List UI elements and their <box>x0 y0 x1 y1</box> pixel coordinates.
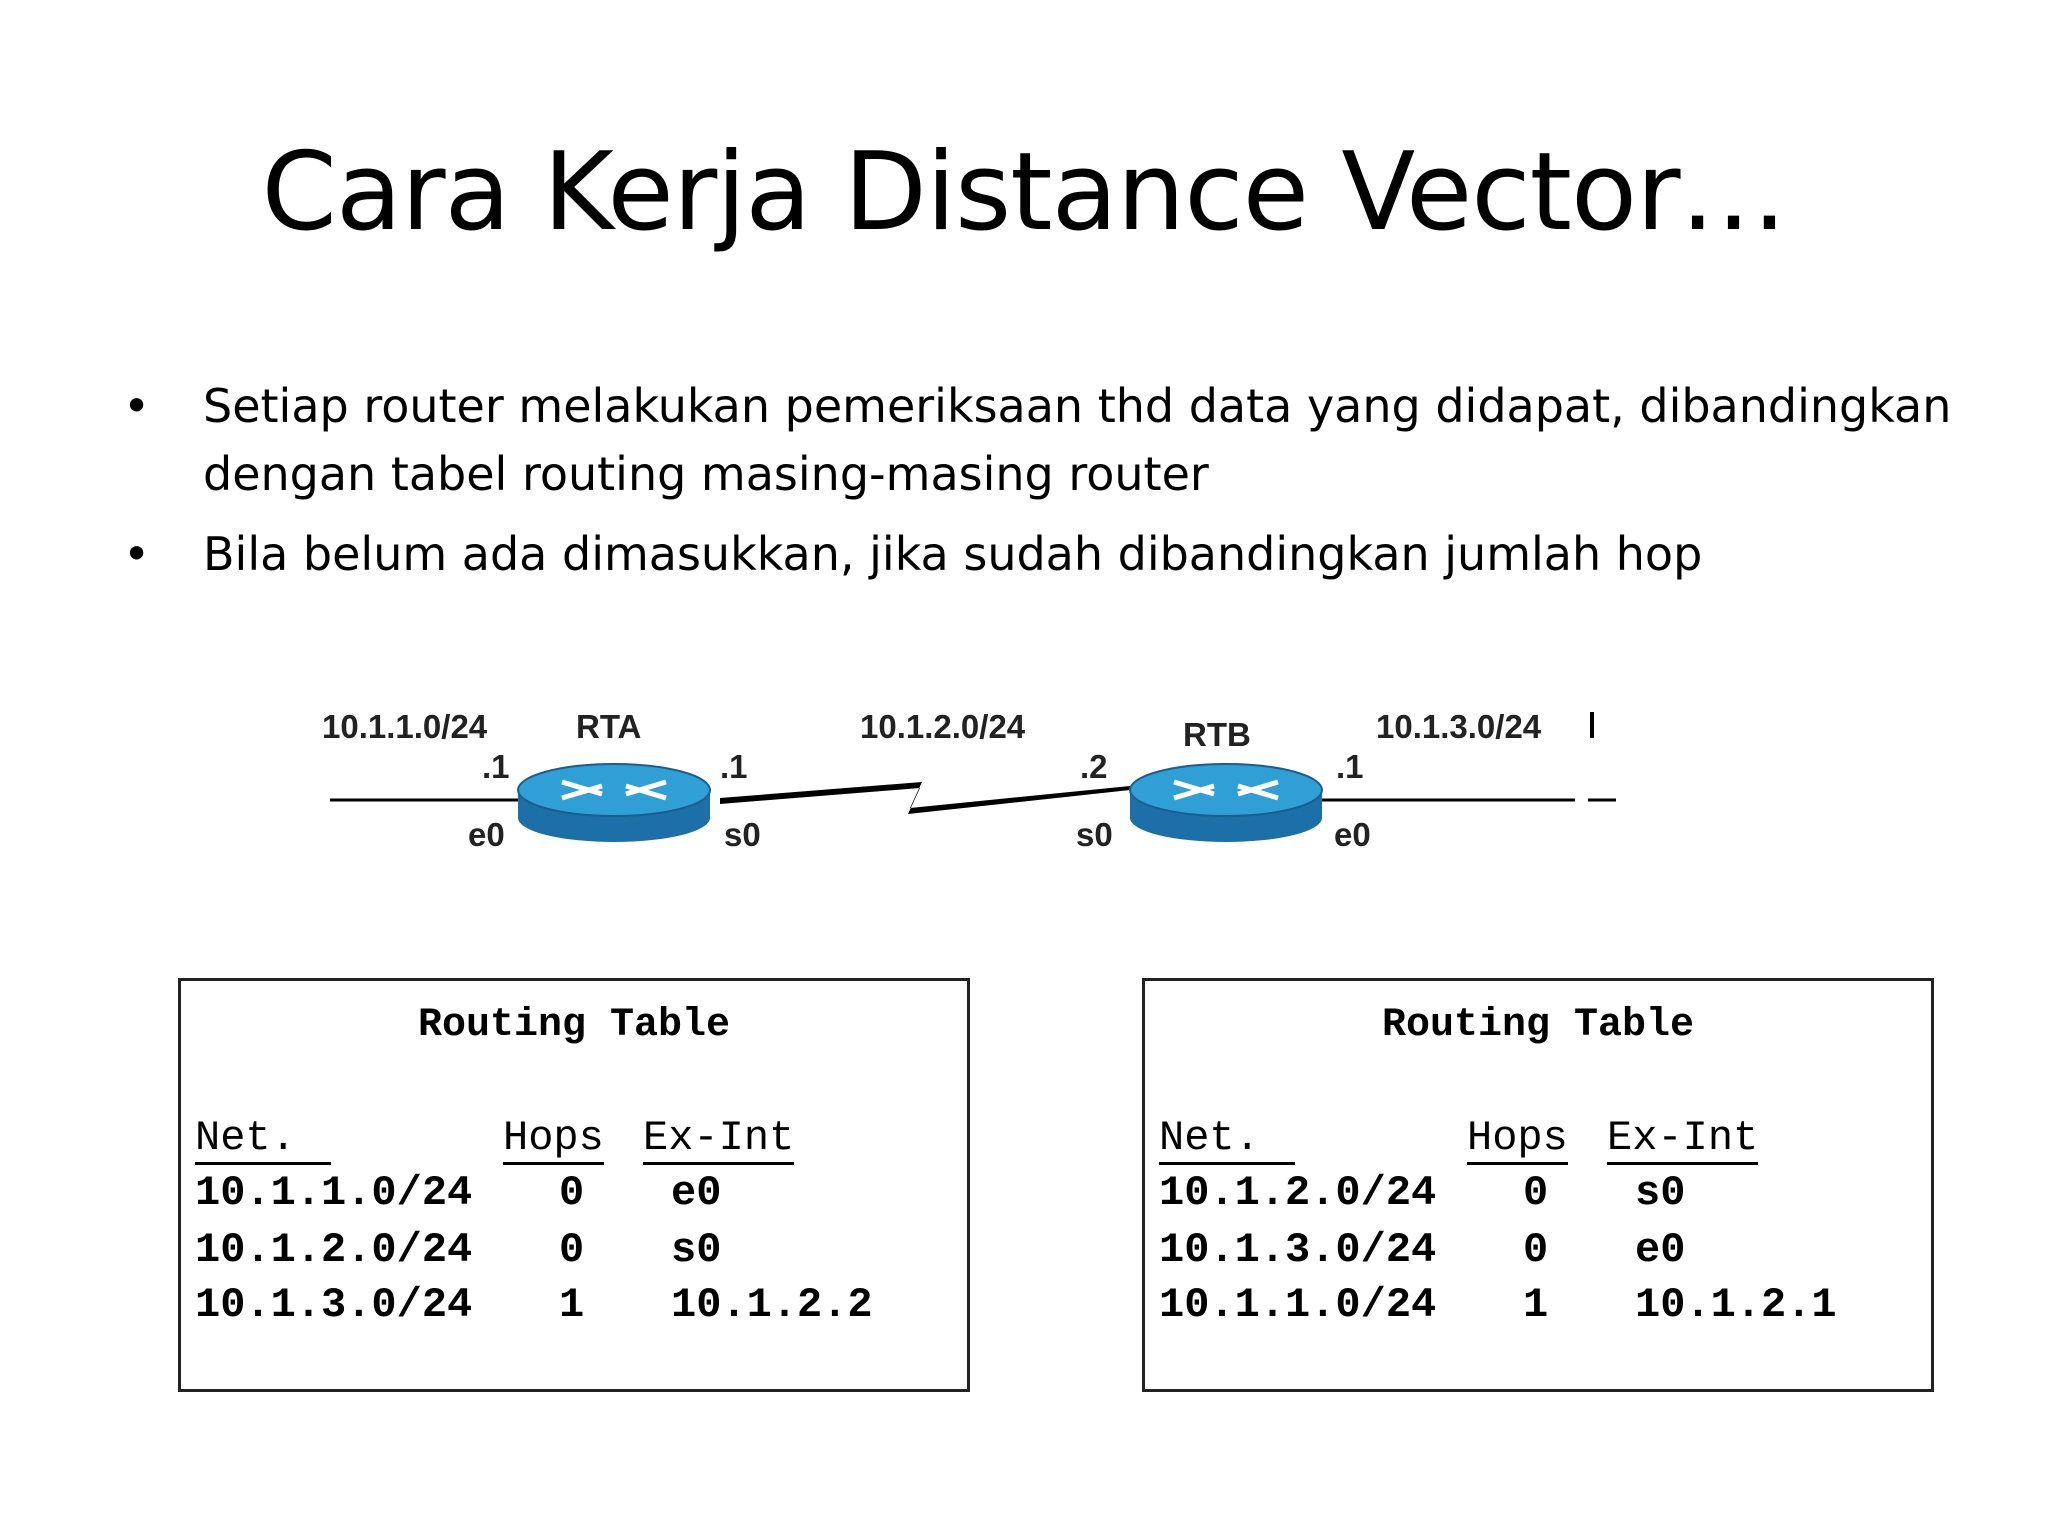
rta-s0-interface: s0 <box>724 816 761 853</box>
bullet-text: Setiap router melakukan pemeriksaan thd data yang didapat, dibandingkan dengan tabel routing masing-masing router <box>203 379 1952 501</box>
table-cell-net: 10.1.3.0/24 <box>1159 1226 1437 1274</box>
table-cell-net: 10.1.2.0/24 <box>195 1226 473 1274</box>
routing-table-rtb <box>1142 978 1934 1392</box>
table-cell-ex-int: 10.1.2.1 <box>1635 1281 1837 1329</box>
table-cell-hops: 0 <box>559 1169 585 1217</box>
table-cell-net: 10.1.3.0/24 <box>195 1281 473 1329</box>
router-rta-icon <box>518 764 710 842</box>
table-cell-hops: 0 <box>1523 1226 1549 1274</box>
serial-link-icon <box>720 782 1130 814</box>
network-label-middle: 10.1.2.0/24 <box>860 708 1026 745</box>
rtb-s0-address: .2 <box>1080 748 1108 785</box>
bullet-list <box>115 372 1975 600</box>
table-cell-ex-int: s0 <box>1635 1169 1686 1217</box>
network-label-left: 10.1.1.0/24 <box>322 708 488 745</box>
column-header-net: Net. <box>1159 1114 1295 1165</box>
table-cell-hops: 0 <box>1523 1169 1549 1217</box>
table-cell-net: 10.1.1.0/24 <box>195 1169 473 1217</box>
bullet-item <box>115 520 1975 588</box>
column-header-hops: Hops <box>1467 1114 1568 1165</box>
table-cell-hops: 0 <box>559 1226 585 1274</box>
table-cell-net: 10.1.2.0/24 <box>1159 1169 1437 1217</box>
column-header-ex-int: Ex-Int <box>643 1114 794 1165</box>
rta-e0-interface: e0 <box>468 816 505 853</box>
bullet-marker: • <box>123 527 151 581</box>
routing-table-rta <box>178 978 970 1392</box>
bullet-item <box>115 372 1975 508</box>
rtb-e0-address: .1 <box>1336 748 1364 785</box>
column-header-net: Net. <box>195 1114 331 1165</box>
table-cell-ex-int: e0 <box>671 1169 722 1217</box>
table-cell-hops: 1 <box>559 1281 585 1329</box>
rtb-s0-interface: s0 <box>1076 816 1113 853</box>
router-rtb-icon <box>1130 764 1322 842</box>
rta-e0-address: .1 <box>482 748 510 785</box>
table-cell-net: 10.1.1.0/24 <box>1159 1281 1437 1329</box>
table-cell-ex-int: e0 <box>1635 1226 1686 1274</box>
bullet-marker: • <box>123 379 151 433</box>
rtb-e0-interface: e0 <box>1334 816 1371 853</box>
slide-title: Cara Kerja Distance Vector… <box>261 130 1787 255</box>
table-cell-hops: 1 <box>1523 1281 1549 1329</box>
bullet-text: Bila belum ada dimasukkan, jika sudah dibandingkan jumlah hop <box>203 527 1703 581</box>
network-label-right: 10.1.3.0/24 <box>1376 708 1542 745</box>
rta-s0-address: .1 <box>720 748 748 785</box>
routing-table-title: Routing Table <box>417 1003 731 1048</box>
table-cell-ex-int: s0 <box>671 1226 722 1274</box>
router-rtb-name: RTB <box>1183 716 1251 753</box>
routing-table-title: Routing Table <box>1381 1003 1695 1048</box>
column-header-ex-int: Ex-Int <box>1607 1114 1758 1165</box>
network-diagram <box>300 690 1660 890</box>
column-header-hops: Hops <box>503 1114 604 1165</box>
router-rta-name: RTA <box>576 708 642 745</box>
table-cell-ex-int: 10.1.2.2 <box>671 1281 873 1329</box>
